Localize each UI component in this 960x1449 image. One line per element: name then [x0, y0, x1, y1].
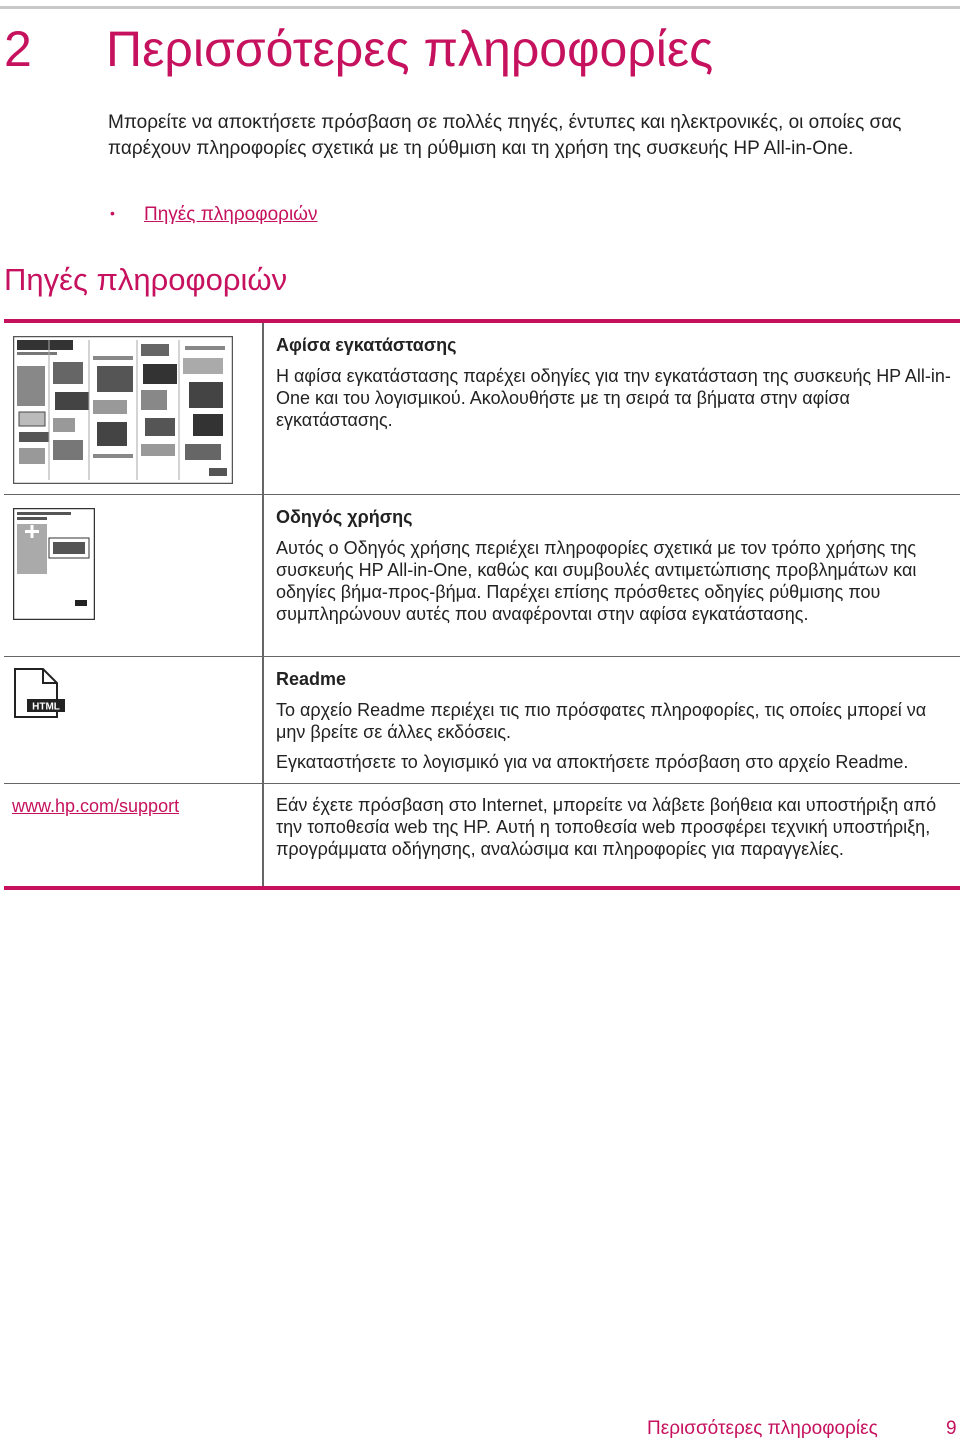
- table-row: [4, 657, 960, 784]
- table-row: [4, 323, 960, 495]
- user-guide-image: [13, 508, 95, 620]
- support-link[interactable]: www.hp.com/support: [12, 796, 180, 816]
- html-file-icon: [13, 667, 67, 719]
- poster-text: Η αφίσα εγκατάστασης παρέχει οδηγίες για την εγκατάσταση της συσκευής HP All-in-One και του λογισμικού. Ακολουθήστε με τη σειρά τα βήματα στην αφίσα εγκατάστασης.: [276, 366, 951, 430]
- intro-paragraph: Μπορείτε να αποκτήσετε πρόσβαση σε πολλές πηγές, έντυπες και ηλεκτρονικές, οι οποίες σας παρέχουν πληροφορίες σχετικά με τη ρύθμιση και τη χρήση της συσκευής HP All-in-One.: [108, 112, 902, 159]
- setup-poster-image: [13, 336, 233, 484]
- guide-cell: [4, 495, 264, 656]
- table-row: [4, 784, 960, 886]
- toc-link-sources[interactable]: Πηγές πληροφοριών: [144, 204, 318, 225]
- section-title: Πηγές πληροφοριών: [4, 262, 288, 297]
- poster-title: Αφίσα εγκατάστασης: [276, 335, 457, 355]
- support-cell: [4, 784, 264, 886]
- poster-description: [264, 323, 960, 494]
- chapter-number: 2: [4, 21, 32, 77]
- guide-description: [264, 495, 960, 656]
- table-bottom-rule: [4, 886, 960, 890]
- page-number: 9: [946, 1418, 957, 1439]
- readme-text-2: Εγκαταστήσετε το λογισμικό για να αποκτήσετε πρόσβαση στο αρχείο Readme.: [276, 752, 909, 772]
- readme-text-1: Το αρχείο Readme περιέχει τις πιο πρόσφατες πληροφορίες, τις οποίες μπορεί να μην βρείτε σε άλλες εκδόσεις.: [276, 700, 927, 742]
- guide-title: Οδηγός χρήσης: [276, 507, 413, 527]
- readme-title: Readme: [276, 669, 347, 689]
- support-description: [264, 784, 960, 886]
- support-text: Εάν έχετε πρόσβαση στο Internet, μπορείτε να λάβετε βοήθεια και υποστήριξη από την τοποθεσία web της HP. Αυτή η τοποθεσία web προσφέρει τεχνική υποστήριξη, προγράμματα οδήγησης, αναλώσιμα και πληροφορίες για παραγγελίες.: [276, 795, 937, 859]
- readme-description: [264, 657, 960, 783]
- html-icon-label: HTML: [32, 701, 60, 713]
- chapter-title: Περισσότερες πληροφορίες: [106, 21, 714, 77]
- toc-item: [110, 199, 318, 229]
- readme-cell: [4, 657, 264, 783]
- table-row: [4, 495, 960, 657]
- bullet-icon: •: [110, 205, 115, 221]
- chapter-heading: [4, 14, 713, 84]
- footer-title: Περισσότερες πληροφορίες: [647, 1418, 878, 1439]
- poster-cell: [4, 323, 264, 494]
- top-rule: [0, 6, 960, 9]
- guide-text: Αυτός ο Οδηγός χρήσης περιέχει πληροφορίες σχετικά με τον τρόπο χρήσης της συσκευής HP All-in-One, καθώς και συμβουλές αντιμετώπισης προβλημάτων και οδηγίες βήμα-προς-βήμα. Παρέχει επίσης πρόσθετες οδηγίες ρύθμισης που συμπληρώνουν αυτές που αναφέρονται στην αφίσα εγκατάστασης.: [276, 538, 917, 624]
- sources-table: [4, 319, 960, 890]
